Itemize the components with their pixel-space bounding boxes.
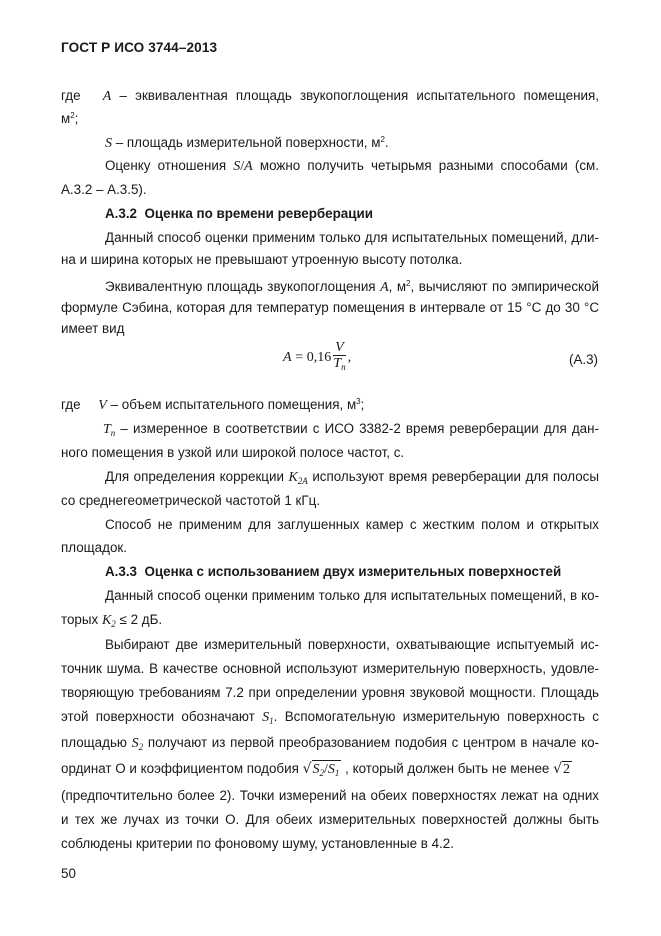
a32-text-2: на и ширина которых не превышают утроенную высоту потолка. bbox=[61, 252, 463, 267]
section-a33-heading: А.3.3 Оценка с использованием двух измерительных поверхностей bbox=[105, 564, 562, 579]
a33-par-7: (предпочтительно более 2). Точки измерений на обеих поверхностях лежат на одних bbox=[61, 788, 599, 803]
k2a-line: Для определения коррекции $K_{2A}$ используют время реверберации для полосы bbox=[105, 469, 599, 486]
a33-par-6: ординат О и коэффициентом подобия $√S_2/S_1$ , который должен быть не менее √2 bbox=[61, 760, 572, 781]
similarity-coefficient: $√S_2/S_1$ bbox=[303, 761, 342, 776]
ratio-line: Оценку отношения S/A можно получить четырьмя разными способами (см. bbox=[105, 158, 599, 174]
formula-label: (А.3) bbox=[569, 352, 599, 367]
min-root-value: √2 bbox=[553, 761, 571, 777]
a33-par-5: площадью $S_2$ получают из первой преобразованием подобия с центром в начале ко- bbox=[61, 735, 599, 752]
a32-text-4: формуле Сэбина, которая для температур помещения в интервале от 15 °С до 30 °С bbox=[61, 300, 599, 315]
a33-par-4: этой поверхности обозначают $S_1$. Вспомогательную измерительную поверхность с bbox=[61, 709, 599, 726]
a33-text-1: Данный способ оценки применим только для испытательных помещений, в ко- bbox=[105, 588, 599, 603]
a33-par-9: соблюдены критерии по фоновому шуму, установленные в 4.2. bbox=[61, 836, 454, 851]
ratio-line-2: А.3.2 – А.3.5). bbox=[61, 182, 147, 197]
a32-text-3: Эквивалентную площадь звукопоглощения A, $м^2$, вычисляют по эмпирической bbox=[105, 279, 599, 295]
a33-par-8: и тех же лучах из точки О. Для обеих измерительных поверхностей должны быть bbox=[61, 812, 599, 827]
a33-par-2: точник шума. В качестве основной используют измерительную поверхность, удовле- bbox=[61, 661, 599, 676]
where-a-unit: $м^2$; bbox=[61, 111, 79, 126]
document-header: ГОСТ Р ИСО 3744–2013 bbox=[61, 40, 218, 55]
where-s-line: S – площадь измерительной поверхности, $м^2$. bbox=[105, 135, 389, 151]
where-t-line-2: ного помещения в узкой или широкой полосе частот, с. bbox=[61, 445, 405, 460]
a33-text-2: торых $K_2 \le 2$ дБ. bbox=[61, 612, 163, 629]
a33-par-1: Выбирают две измерительный поверхности, охватывающие испытуемый ис- bbox=[105, 637, 599, 652]
where-v-line: где V – объем испытательного помещения, $м^3$; bbox=[61, 397, 365, 413]
k2a-line-2: со среднегеометрической частотой 1 кГц. bbox=[61, 493, 321, 508]
anechoic-line: Способ не применим для заглушенных камер с жестким полом и открытых bbox=[105, 517, 599, 532]
a32-text-1: Данный способ оценки применим только для испытательных помещений, дли- bbox=[105, 230, 599, 245]
where-a-line: где A – эквивалентная площадь звукопоглощения испытательного помещения, bbox=[61, 88, 599, 104]
a33-par-3: творяющую требованиям 7.2 при определении уровня звуковой мощности. Площадь bbox=[61, 685, 599, 700]
formula-a3: A = 0,16 $\frac{V}{T_n}$ , bbox=[283, 340, 351, 375]
page-number: 50 bbox=[61, 866, 76, 881]
anechoic-line-2: площадок. bbox=[61, 540, 127, 555]
where-t-line: $T_n$ – измеренное в соответствии с ИСО 3382-2 время реверберации для дан- bbox=[103, 421, 599, 438]
formula-fraction: $\frac{V}{T_n}$ bbox=[333, 340, 346, 372]
a32-text-5: имеет вид bbox=[61, 321, 125, 336]
section-a32-heading: А.3.2 Оценка по времени реверберации bbox=[105, 206, 373, 221]
